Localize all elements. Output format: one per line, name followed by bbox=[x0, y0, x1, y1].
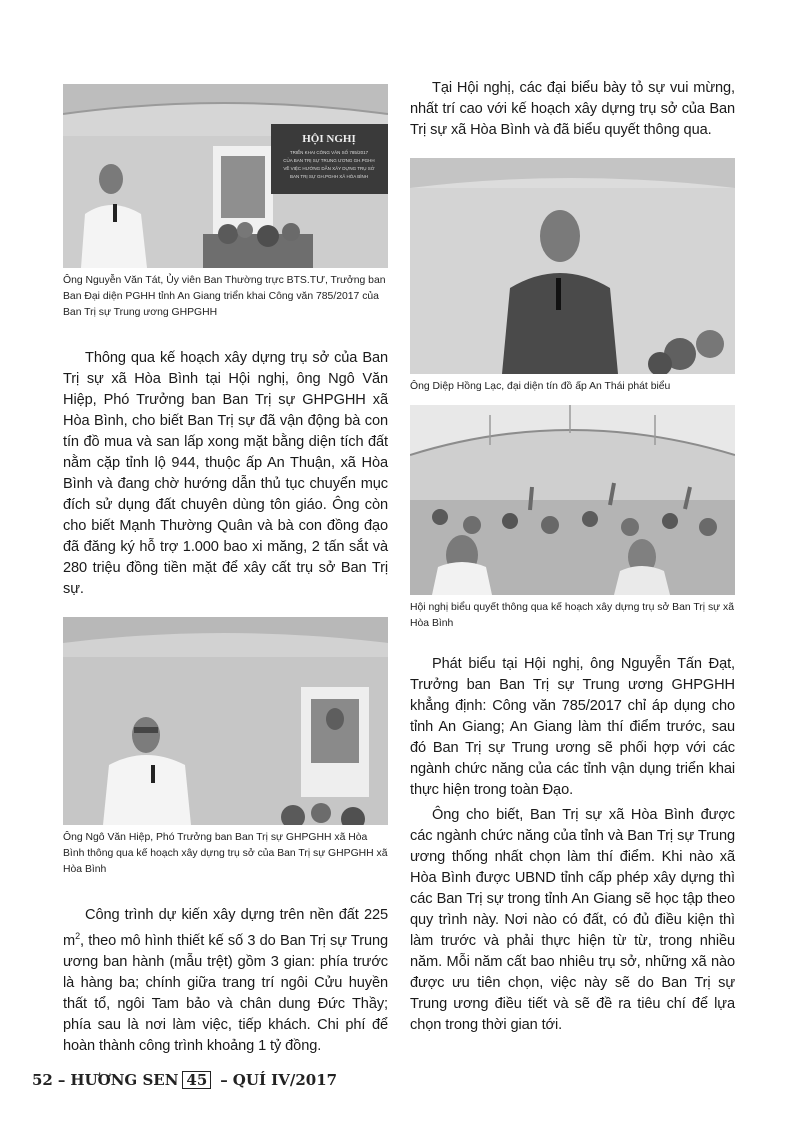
banner-line: TRIỂN KHAI CÔNG VĂN SỐ 785/2017 bbox=[289, 150, 369, 155]
issue-period: QUÍ IV/2017 bbox=[232, 1071, 338, 1089]
paragraph-text: Công trình dự kiến xây dựng trên nền đất 225 m bbox=[63, 907, 388, 949]
banner-title: HỘI NGHỊ bbox=[302, 133, 356, 145]
body-paragraph: Phát biểu tại Hội nghị, ông Nguyễn Tấn Đạt, Trưởng ban Ban Trị sự Trung ương GHPGHH khẳng định: Công văn 785/2017 chỉ áp dụng cho tỉnh An Giang; An Giang làm thí điểm trước, sau đó Ban Trị sự Trung ương sẽ phối hợp với các ngành chức năng của các tỉnh vận dụng triển khai thực hiện trong toàn Đạo. bbox=[410, 656, 735, 798]
photo-caption: Ông Ngô Văn Hiệp, Phó Trưởng ban Ban Trị sự GHPGHH xã Hòa Bình thông qua kế hoạch xây dựng trụ sở của Ban Trị sự GHPGHH xã Hòa Bình bbox=[63, 832, 388, 875]
photo-speaker-ngo-van-hiep bbox=[63, 617, 388, 825]
right-column bbox=[410, 78, 735, 1036]
superscript: 2 bbox=[75, 931, 80, 941]
photo-speaker-nguyen-van-tat bbox=[63, 84, 388, 268]
banner-line: CỦA BAN TRỊ SỰ TRUNG ƯƠNG GH.PGHH bbox=[283, 158, 375, 163]
paragraph-text: , theo mô hình thiết kế số 3 do Ban Trị sự Trung ương ban hành (mẫu trệt) gồm 3 gian: phía trước là hàng ba; chính giữa trang trí ngôi Cửu huyền thất tổ, ngôi Tam bảo và chân dung Đức Thầy; phía sau là nơi làm việc, tiếp khách. Chi phí để hoàn thành công trình khoảng 1 tỷ đồng. bbox=[63, 932, 388, 1054]
footer-dash: – bbox=[57, 1071, 66, 1089]
page-number: 52 bbox=[32, 1071, 53, 1089]
body-paragraph bbox=[63, 905, 388, 1057]
photo-caption: Ông Nguyễn Văn Tát, Ủy viên Ban Thường trực BTS.TƯ, Trưởng ban Ban Đại diện PGHH tỉnh An Giang triển khai Công văn 785/2017 của Ban Trị sự Trung ương GHPGHH bbox=[63, 275, 386, 318]
photo-caption: Ông Diệp Hồng Lạc, đại diện tín đồ ấp An Thái phát biểu bbox=[410, 381, 671, 392]
photo-voting-assembly bbox=[410, 405, 735, 595]
body-paragraph: Tại Hội nghị, các đại biểu bày tỏ sự vui mừng, nhất trí cao với kế hoạch xây dựng trụ sở của Ban Trị sự xã Hòa Bình và đã biểu quyết thông qua. bbox=[410, 80, 735, 138]
magazine-title: HƯƠNG SEN bbox=[70, 1071, 179, 1089]
body-paragraph: Thông qua kế hoạch xây dựng trụ sở của Ban Trị sự xã Hòa Bình tại Hội nghị, ông Ngô Văn Hiệp, Phó Trưởng ban Ban Trị sự GHPGHH xã Hòa Bình, cho biết Ban Trị sự đã vận động bà con tín đồ mua và san lấp xong mặt bằng diện tích đất nằm cặp tỉnh lộ 944, thuộc ấp An Thuận, xã Hòa Bình và đang chờ hướng dẫn thủ tục chuyển mục đích sử dụng đất chuyên dùng tôn giáo. Ông còn cho biết Mạnh Thường Quân và bà con đồng đạo đã đăng ký hỗ trợ 1.000 bao xi măng, 2 tấn sắt và 280 triệu đồng tiền mặt để xây cất trụ sở Ban Trị sự. bbox=[63, 350, 388, 597]
footer-dash: – bbox=[220, 1071, 228, 1089]
photo-caption: Hội nghị biểu quyết thông qua kế hoạch xây dựng trụ sở Ban Trị sự xã Hòa Bình bbox=[410, 602, 734, 629]
banner-line: BAN TRỊ SỰ GH.PGHH XÃ HÒA BÌNH bbox=[289, 174, 369, 179]
page-footer bbox=[32, 1071, 337, 1089]
issue-number: 45 bbox=[182, 1071, 211, 1089]
left-column bbox=[63, 84, 388, 1057]
banner-line: VỀ VIỆC HƯỚNG DẪN XÂY DỰNG TRỤ SỞ bbox=[283, 166, 375, 171]
body-paragraph: Ông cho biết, Ban Trị sự xã Hòa Bình được các ngành chức năng của tỉnh và Ban Trị sự Trung ương thống nhất chọn làm thí điểm. Khi nào xã Hòa Bình được UBND tỉnh cấp phép xây dựng thì các Ban Trị sự trong tỉnh An Giang sẽ học tập theo quy trình này. Nơi nào có đất, có đủ điều kiện thì làm trước và phải thực hiện từ từ, trong nhiều năm. Mỗi năm cất bao nhiêu trụ sở, những xã nào được ưu tiên chọn, việc này sẽ do Ban Trị sự Trung ương điều tiết và sẽ đề ra tiêu chí để lựa chọn trong thời gian tới. bbox=[410, 807, 735, 1033]
photo-speaker-diep-hong-lac bbox=[410, 158, 735, 374]
